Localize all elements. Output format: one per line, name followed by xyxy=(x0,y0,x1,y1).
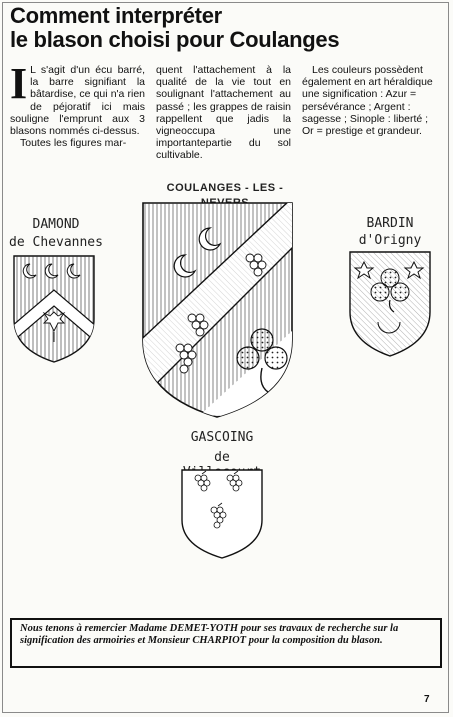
damond-label-line-2: de Chevannes xyxy=(9,235,103,250)
damond-shield xyxy=(12,254,96,364)
gascoing-shield xyxy=(180,468,264,560)
column-1-paragraph-2: Toutes les figures mar- xyxy=(20,137,127,150)
text-column-2: quent l'attachement à la qualité de la vie tout en soulignant l'attachement au passé ; les grappes de raisin rappellent que jadis la vigneoccupa une importantepartie du sol cultivable. xyxy=(156,64,291,162)
text-column-3: Les couleurs possèdent également en art héraldique une signification : Azur = persévérance ; Argent : sagesse ; Sinople : liberté ; Or = prestige et grandeur. xyxy=(302,64,433,138)
title-line-1: Comment interpréter xyxy=(10,3,222,28)
coulanges-shield xyxy=(140,200,295,420)
text-column-1 xyxy=(10,59,145,150)
bardin-shield xyxy=(348,250,432,358)
coulanges-label: COULANGES - LES - xyxy=(166,182,284,194)
page-number: 7 xyxy=(424,694,430,705)
gascoing-label-line-1: GASCOING xyxy=(190,430,254,445)
acknowledgement-box: Nous tenons à remercier Madame DEMET-YOTH pour ses travaux de recherche sur la signification des armoiries et Monsieur CHARPIOT pour la composition du blason. xyxy=(10,618,442,668)
article-title xyxy=(10,4,339,52)
title-line-2: le blason choisi pour Coulanges xyxy=(10,27,340,52)
bardin-label-line-2: d'Origny xyxy=(358,233,422,248)
damond-label-line-1: DAMOND xyxy=(32,217,80,232)
gascoing-label-line-2: de xyxy=(214,450,230,465)
drop-cap: I xyxy=(10,59,28,108)
bardin-label-line-1: BARDIN xyxy=(366,216,414,231)
column-1-paragraph: L s'agit d'un écu barré, la barre signifiant la bâtardise, ce qui n'a rien de péjoratif ici mais souligne l'emprunt aux 3 blasons nommés ci-dessus. xyxy=(10,64,145,138)
